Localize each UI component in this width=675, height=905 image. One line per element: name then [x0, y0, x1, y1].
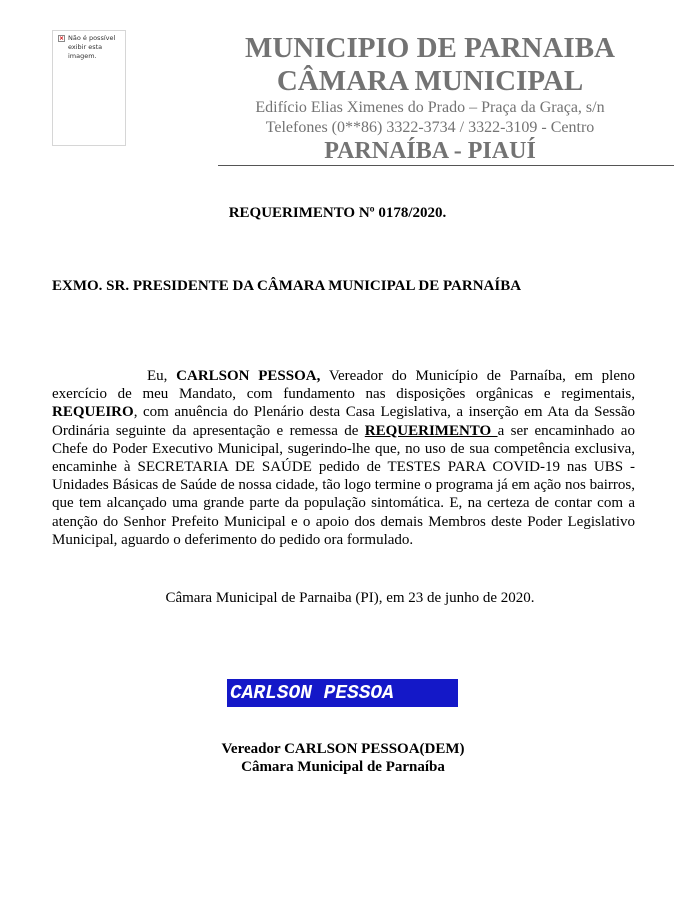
body-author-name: CARLSON PESSOA,: [176, 368, 321, 384]
broken-image-placeholder: [52, 30, 126, 146]
body-text-segment: Eu,: [147, 368, 177, 384]
signature-councilor: Vereador CARLSON PESSOA(DEM): [221, 741, 465, 757]
letterhead-city-state: PARNAÍBA - PIAUÍ: [324, 138, 536, 164]
letterhead-municipality: MUNICIPIO DE PARNAIBA: [244, 32, 616, 64]
place-and-date: Câmara Municipal de Parnaiba (PI), em 23 de junho de 2020.: [165, 590, 535, 606]
body-text-segment: Vereador do Município de Parnaíba, em pleno exercício de meu Mandato, com fundamento nas disposições orgânicas e regimentais,: [52, 368, 635, 403]
addressee: EXMO. SR. PRESIDENTE DA CÂMARA MUNICIPAL DE PARNAÍBA: [52, 278, 522, 294]
broken-image-icon: ×: [59, 35, 65, 42]
broken-image-text: Não é possível exibir esta imagem.: [68, 34, 116, 60]
body-paragraph: [52, 367, 635, 549]
letterhead-chamber: CÂMARA MUNICIPAL: [276, 65, 584, 97]
body-text-segment: , com anuência do Plenário desta Casa Legislativa, a inserção em Ata da Sessão Ordinária seguinte da apresentação e remessa de: [52, 404, 635, 439]
body-request-keyword: REQUERIMENTO: [364, 422, 498, 439]
letterhead-phones: Telefones (0**86) 3322-3734 / 3322-3109 - Centro: [265, 119, 595, 136]
letterhead-address: Edifício Elias Ximenes do Prado – Praça da Graça, s/n: [255, 99, 605, 116]
signature-highlight: CARLSON PESSOA: [227, 679, 458, 707]
body-text-segment: a ser encaminhado ao Chefe do Poder Executivo Municipal, sugerindo-lhe que, no uso de sua competência exclusiva, encaminhe à SECRETARIA DE SAÚDE pedido de TESTES PARA COVID-19 nas UBS - Unidades Básicas de Saúde de nossa cidade, tão logo termine o programa já em ação nos bairros, que tem alcançado uma grande parte da população sintomática. E, na certeza de contar com a atenção do Senhor Prefeito Municipal e o apoio dos demais Membros deste Poder Legislativo Municipal, aguardo o deferimento do pedido ora formulado.: [52, 422, 635, 548]
body-request-verb: REQUEIRO: [52, 404, 134, 421]
letterhead-divider: [218, 165, 674, 166]
signature-institution: Câmara Municipal de Parnaíba: [241, 759, 445, 775]
document-title: REQUERIMENTO Nº 0178/2020.: [228, 205, 447, 221]
